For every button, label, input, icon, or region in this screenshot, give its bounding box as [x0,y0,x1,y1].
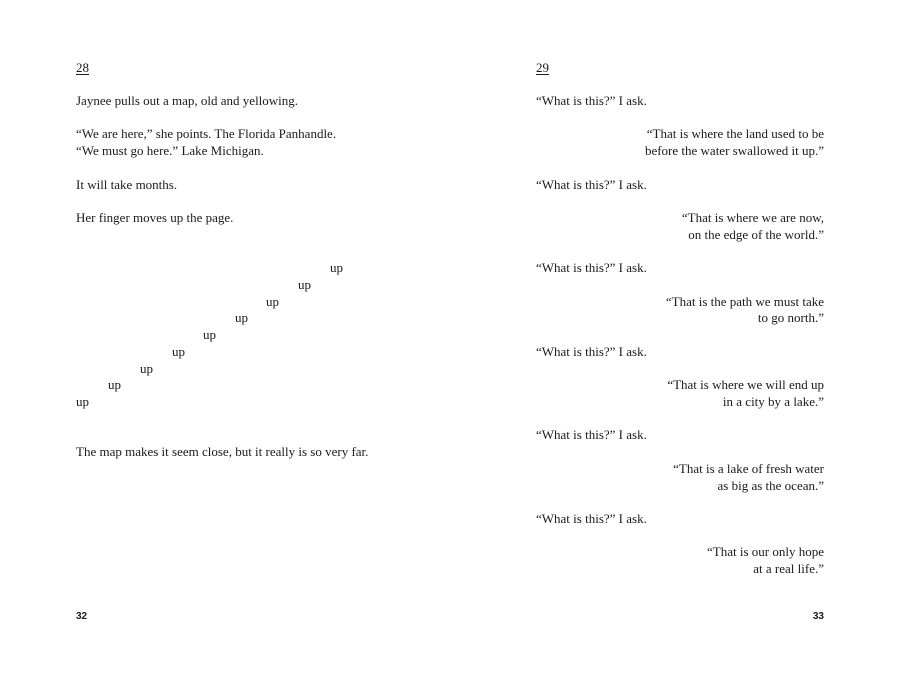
answer-line: “That is where we are now, [681,210,824,225]
text-line: “We are here,” she points. The Florida Panhandle. [76,126,337,141]
closing-line: The map makes it seem close, but it really is so very far. [76,444,369,459]
stair-word: up [298,277,311,292]
question-line: “What is this?” I ask. [536,427,647,442]
question-line: “What is this?” I ask. [536,260,647,275]
stair-word: up [266,294,279,309]
stair-word: up [203,327,216,342]
answer-line: before the water swallowed it up.” [644,143,824,158]
stair-word: up [330,260,343,275]
chapter-number: 29 [536,60,549,75]
answer-line: “That is our only hope [707,544,824,559]
question-line: “What is this?” I ask. [536,344,647,359]
page-number: 33 [812,611,824,622]
stair-word: up [108,377,121,392]
stair-word: up [140,361,153,376]
answer-line: as big as the ocean.” [717,478,824,493]
text-line: “We must go here.” Lake Michigan. [76,143,264,158]
stair-word: up [76,394,89,409]
answer-line: “That is where the land used to be [646,126,824,141]
answer-line: “That is a lake of fresh water [673,461,824,476]
question-line: “What is this?” I ask. [536,177,647,192]
stair-word: up [172,344,185,359]
text-line: Her finger moves up the page. [76,210,234,225]
answer-line: at a real life.” [753,561,824,576]
question-line: “What is this?” I ask. [536,93,647,108]
right-page [450,0,900,675]
page-number: 32 [76,611,88,622]
stair-word: up [235,310,248,325]
text-line: Jaynee pulls out a map, old and yellowing. [76,93,299,108]
answer-line: “That is where we will end up [667,377,824,392]
answer-line: in a city by a lake.” [722,394,824,409]
text-line: It will take months. [76,177,178,192]
answer-line: “That is the path we must take [665,294,824,309]
question-line: “What is this?” I ask. [536,511,647,526]
answer-line: on the edge of the world.” [688,227,824,242]
answer-line: to go north.” [757,310,824,325]
chapter-number: 28 [76,60,89,75]
